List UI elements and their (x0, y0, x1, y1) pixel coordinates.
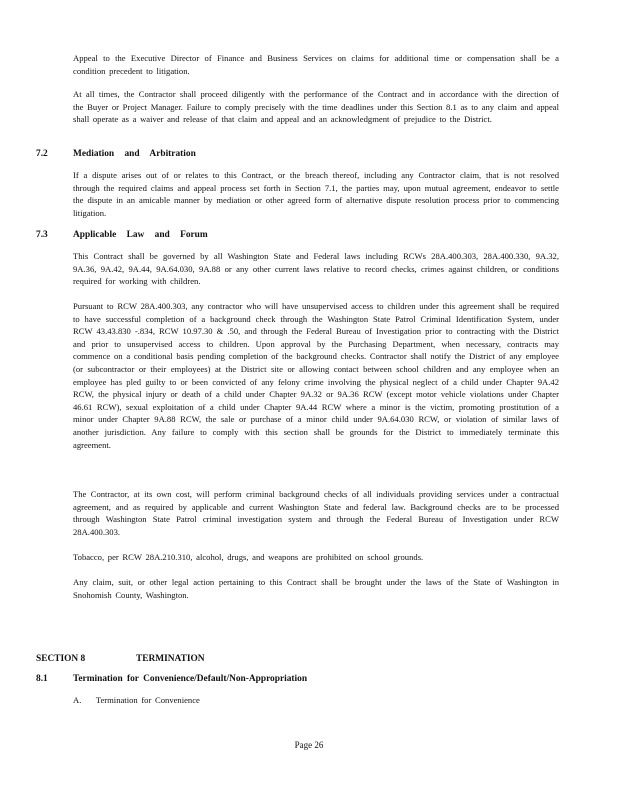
subsection-a-termination: A. Termination for Convenience (73, 695, 200, 705)
section-8-title: TERMINATION (136, 654, 205, 664)
section-title-applicable-law: Applicable Law and Forum (73, 230, 208, 240)
paragraph-venue: Any claim, suit, or other legal action pertaining to this Contract shall be brought under the laws of the State of Washington in Snohomish County, Washington. (73, 577, 559, 600)
section-number-8-1: 8.1 (36, 674, 48, 684)
paragraph-mediation: If a dispute arises out of or relates to this Contract, or the breach thereof, including any Contractor claim, that is not resolved through the required claims and appeal process set forth in Section 7.1, the parties may, upon mutual agreement, endeavor to settle the dispute in an amicable manner by mediation or other agreed form of alternative dispute resolution process prior to commencing litigation. (73, 170, 559, 218)
section-title-mediation: Mediation and Arbitration (73, 149, 196, 159)
paragraph-background-check: Pursuant to RCW 28A.400.303, any contractor who will have unsupervised access to children under this agreement shall be required to have successful completion of a background check through the Washington State Patrol Criminal Identification System, under RCW 43.43.830 -.834, RCW 10.97.30 & .50, and through the Federal Bureau of Investigation prior to contracting with the District and prior to unsupervised access to children. Upon approval by the Purchasing Department, when necessary, contracts may commence on a conditional basis pending completion of the background checks. Contractor shall notify the District of any employee (or subcontractor or their employees) at the District site or allowing contact between school children and any employee when an employee has pled guilty to or been convicted of any felony crime involving the physical neglect of a child under Chapter 9A.42 RCW, the physical injury or death of a child under Chapter 9A.32 or 9A.36 RCW (except motor vehicle violations under Chapter 46.61 RCW), sexual exploitation of a child under Chapter 9A.44 RCW where a minor is the victim, promoting prostitution of a minor under Chapter 9A.88 RCW, the sale or purchase of a minor child under 9A.64.030 RCW, or violation of similar laws of another jurisdiction. Any failure to comply with this section shall be grounds for the District to immediately terminate this agreement. (73, 301, 559, 450)
paragraph-tobacco: Tobacco, per RCW 28A.210.310, alcohol, drugs, and weapons are prohibited on school grounds. (73, 552, 424, 562)
section-number-7-3: 7.3 (36, 230, 48, 240)
paragraph-contractor-cost: The Contractor, at its own cost, will perform criminal background checks of all individuals providing services under a contractual agreement, and as required by applicable and current Washington State and federal law. Background checks are to be processed through Washington State Patrol criminal investigation system and through the Federal Bureau of Investigation under RCW 28A.400.303. (73, 489, 559, 537)
section-number-7-2: 7.2 (36, 149, 48, 159)
section-title-termination: Termination for Convenience/Default/Non-Appropriation (73, 674, 308, 684)
section-8-label: SECTION 8 (36, 654, 86, 664)
page-number: Page 26 (294, 740, 324, 750)
paragraph-time-deadlines: At all times, the Contractor shall proceed diligently with the performance of the Contract and in accordance with the direction of the Buyer or Project Manager. Failure to comply precisely with the time deadlines under this Section 8.1 as to any claim and appeal shall operate as a waiver and release of that claim and appeal and an acknowledgment of prejudice to the District. (73, 89, 559, 125)
paragraph-appeal: Appeal to the Executive Director of Finance and Business Services on claims for additional time or compensation shall be a condition precedent to litigation. (73, 53, 559, 76)
paragraph-governing-law: This Contract shall be governed by all Washington State and Federal laws including RCWs 28A.400.303, 28A.400.330, 9A.32, 9A.36, 9A.42, 9A.44, 9A.64.030, 9A.88 or any other current laws relative to record checks, crimes against children, or conditions required for working with children. (73, 251, 559, 287)
